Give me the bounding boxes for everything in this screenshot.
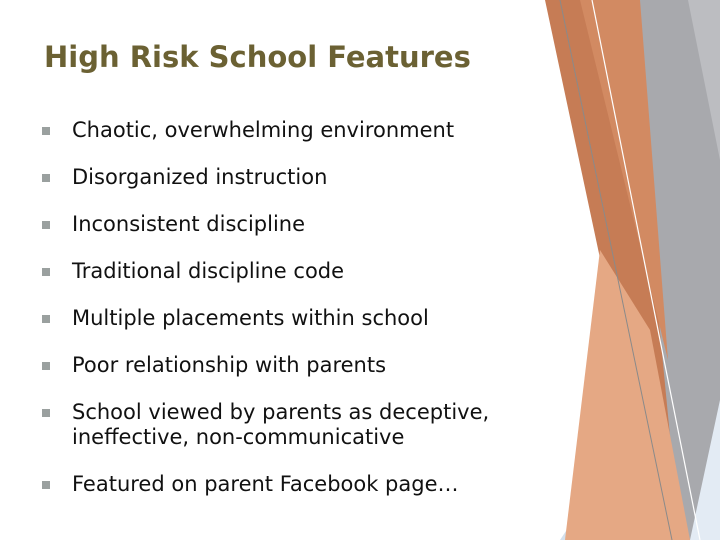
bullet-item — [42, 165, 582, 190]
square-bullet-icon — [42, 127, 50, 135]
bullet-list — [42, 118, 582, 519]
bullet-text: Inconsistent discipline — [72, 212, 306, 236]
square-bullet-icon — [42, 221, 50, 229]
bullet-item — [42, 472, 582, 497]
bullet-text: Traditional discipline code — [72, 259, 345, 283]
square-bullet-icon — [42, 315, 50, 323]
square-bullet-icon — [42, 174, 50, 182]
bullet-item — [42, 306, 582, 331]
slide-title: High Risk School Features — [44, 40, 471, 74]
bullet-item — [42, 353, 582, 378]
bullet-text: School viewed by parents as deceptive, ineffective, non-communicative — [72, 400, 490, 449]
bullet-item — [42, 259, 582, 284]
bullet-text: Poor relationship with parents — [72, 353, 387, 377]
square-bullet-icon — [42, 268, 50, 276]
bullet-text: Multiple placements within school — [72, 306, 429, 330]
bullet-item — [42, 212, 582, 237]
bullet-item — [42, 400, 582, 450]
square-bullet-icon — [42, 481, 50, 489]
square-bullet-icon — [42, 409, 50, 417]
square-bullet-icon — [42, 362, 50, 370]
bullet-item — [42, 118, 582, 143]
bullet-text: Disorganized instruction — [72, 165, 328, 189]
bullet-text: Chaotic, overwhelming environment — [72, 118, 455, 142]
bullet-text: Featured on parent Facebook page… — [72, 472, 459, 496]
